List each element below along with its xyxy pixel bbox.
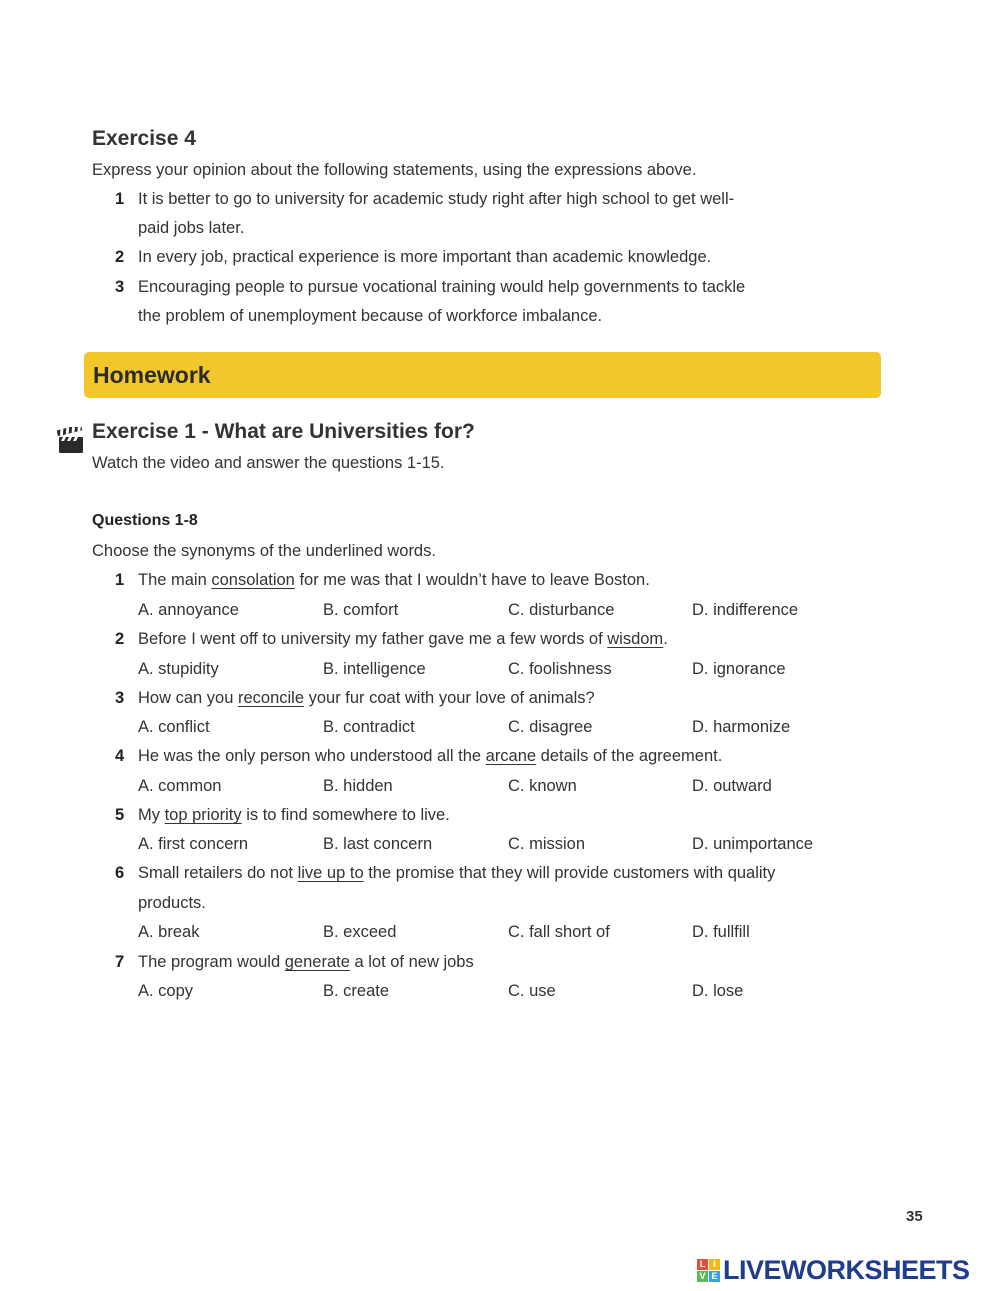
option-a: A. first concern	[138, 835, 249, 853]
item-number: 1	[115, 190, 125, 208]
option-a: A. common	[138, 777, 222, 795]
option-b: B. contradict	[323, 718, 415, 736]
underlined-word: live up to	[297, 864, 364, 882]
questions-heading: Questions 1-8	[92, 512, 198, 529]
option-d: D. fullfill	[692, 923, 750, 941]
exercise1-instruction: Watch the video and answer the questions 1-15.	[92, 454, 445, 472]
question-number: 6	[115, 864, 125, 882]
option-d: D. indifference	[692, 601, 799, 619]
item-number: 3	[115, 278, 125, 296]
question-number: 2	[115, 630, 125, 648]
homework-banner	[84, 352, 881, 398]
option-a: A. stupidity	[138, 660, 219, 678]
item-number: 2	[115, 248, 125, 266]
question-text-continuation: products.	[138, 894, 206, 912]
option-b: B. comfort	[323, 601, 399, 619]
question-number: 4	[115, 747, 125, 765]
option-a: A. annoyance	[138, 601, 239, 619]
underlined-word: top priority	[164, 806, 242, 824]
option-a: A. conflict	[138, 718, 210, 736]
option-b: B. hidden	[323, 777, 393, 795]
underlined-word: arcane	[485, 747, 537, 765]
exercise4-title: Exercise 4	[92, 127, 196, 150]
statement-line: It is better to go to university for academic study right after high school to get well-	[138, 190, 735, 208]
option-c: C. known	[508, 777, 577, 795]
option-c: C. disturbance	[508, 601, 615, 619]
clapperboard-icon	[57, 427, 85, 459]
homework-title: Homework	[93, 362, 211, 388]
logo-cube-icon: L I V E	[697, 1259, 720, 1282]
option-d: D. unimportance	[692, 835, 814, 853]
underlined-word: consolation	[211, 571, 295, 589]
logo-text: LIVEWORKSHEETS	[723, 1254, 970, 1285]
question-number: 1	[115, 571, 125, 589]
statement-line: Encouraging people to pursue vocational training would help governments to tackle	[138, 278, 746, 296]
underlined-word: wisdom	[607, 630, 664, 648]
option-c: C. mission	[508, 835, 586, 853]
option-a: A. break	[138, 923, 200, 941]
option-b: B. create	[323, 982, 390, 1000]
option-b: B. exceed	[323, 923, 397, 941]
question-text: Small retailers do not live up to the promise that they will provide customers with quality	[138, 864, 776, 882]
question-number: 7	[115, 953, 125, 971]
option-d: D. harmonize	[692, 718, 791, 736]
question-text: The main consolation for me was that I wouldn’t have to leave Boston.	[138, 571, 650, 589]
exercise4-instruction: Express your opinion about the following statements, using the expressions above.	[92, 161, 697, 179]
option-c: C. use	[508, 982, 556, 1000]
question-text: He was the only person who understood all the arcane details of the agreement.	[138, 747, 723, 765]
option-b: B. last concern	[323, 835, 433, 853]
question-text: Before I went off to university my father gave me a few words of wisdom.	[138, 630, 668, 648]
questions-instruction: Choose the synonyms of the underlined words.	[92, 542, 436, 560]
option-a: A. copy	[138, 982, 194, 1000]
underlined-word: reconcile	[237, 689, 305, 707]
question-text: The program would generate a lot of new jobs	[138, 953, 474, 971]
statement-line: the problem of unemployment because of workforce imbalance.	[138, 307, 603, 325]
underlined-word: generate	[284, 953, 350, 971]
statement-line: In every job, practical experience is more important than academic knowledge.	[138, 248, 712, 266]
option-c: C. disagree	[508, 718, 593, 736]
option-c: C. foolishness	[508, 660, 612, 678]
statement-line: paid jobs later.	[138, 219, 245, 237]
liveworksheets-logo[interactable]	[697, 1255, 970, 1285]
option-d: D. lose	[692, 982, 744, 1000]
question-text: My top priority is to find somewhere to live.	[138, 806, 450, 824]
question-text: How can you reconcile your fur coat with your love of animals?	[138, 689, 595, 707]
option-d: D. ignorance	[692, 660, 786, 678]
question-number: 5	[115, 806, 125, 824]
page-number: 35	[906, 1208, 923, 1225]
question-number: 3	[115, 689, 125, 707]
option-c: C. fall short of	[508, 923, 610, 941]
option-d: D. outward	[692, 777, 772, 795]
option-b: B. intelligence	[323, 660, 426, 678]
exercise1-title: Exercise 1 - What are Universities for?	[92, 420, 475, 443]
